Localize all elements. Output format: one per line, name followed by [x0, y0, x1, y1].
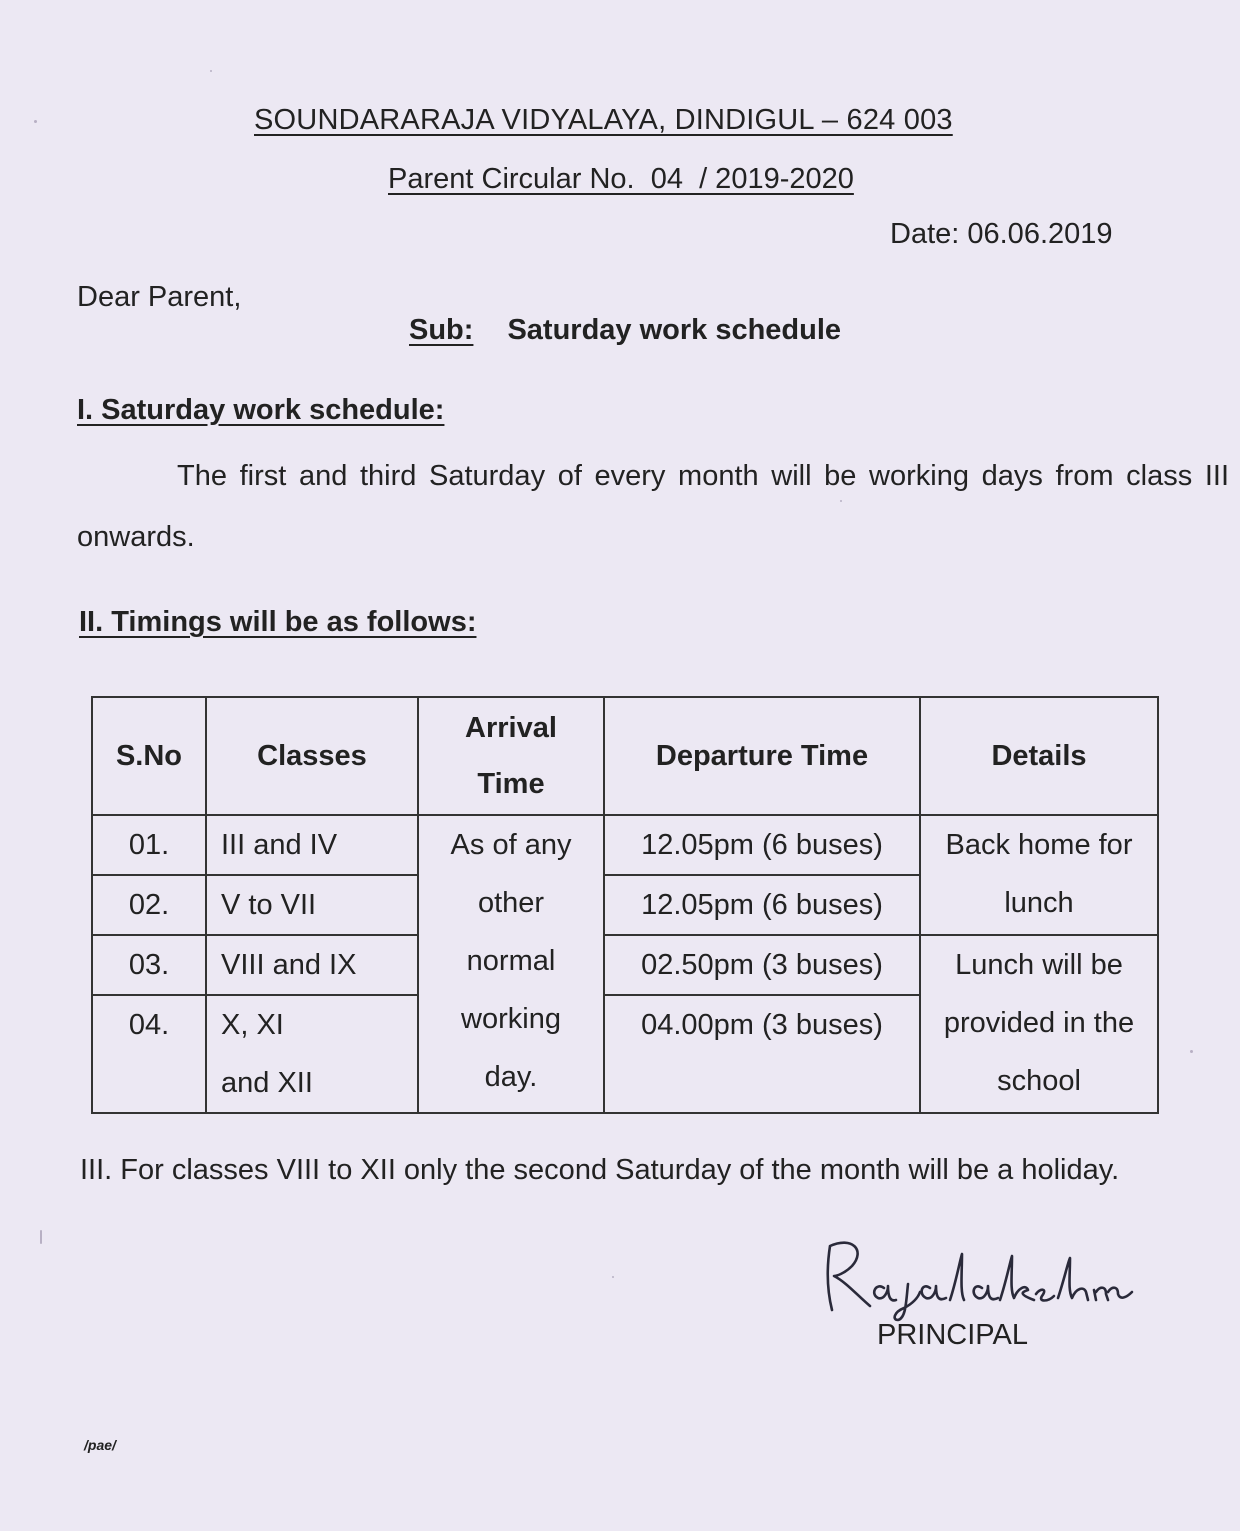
details-line: lunch	[1004, 887, 1074, 919]
header-arrival	[418, 697, 604, 815]
section2-heading: II. Timings will be as follows:	[79, 606, 477, 638]
row-classes: V to VII	[206, 875, 418, 935]
circular-date: Date: 06.06.2019	[890, 218, 1113, 250]
salutation: Dear Parent,	[77, 281, 242, 313]
row-classes: VIII and IX	[206, 935, 418, 995]
row-sno: 04.	[92, 995, 206, 1113]
table-header-row	[92, 697, 1158, 815]
scan-speck	[612, 1276, 614, 1278]
arrival-time-cell	[418, 815, 604, 1113]
subject-label: Sub:	[409, 314, 474, 346]
row-classes: III and IV	[206, 815, 418, 875]
scan-speck	[40, 1230, 42, 1244]
scan-speck	[1190, 1050, 1193, 1053]
table-row	[92, 935, 1158, 995]
section3-note: III. For classes VIII to XII only the second Saturday of the month will be a holiday.	[80, 1154, 1120, 1186]
details-line: provided in the	[943, 1007, 1135, 1039]
details-line: Back home for	[945, 829, 1133, 861]
table-row	[92, 815, 1158, 875]
subject-line	[409, 314, 841, 347]
details-cell-group1	[920, 815, 1158, 935]
row-departure: 02.50pm (3 buses)	[604, 935, 920, 995]
school-name: SOUNDARARAJA VIDYALAYA, DINDIGUL – 624 003	[254, 104, 953, 136]
header-arrival-line2: Time	[477, 768, 545, 800]
subject-text: Saturday work schedule	[507, 314, 842, 346]
details-line: school	[997, 1065, 1081, 1097]
header-sno: S.No	[92, 697, 206, 815]
row-sno: 03.	[92, 935, 206, 995]
row-departure: 12.05pm (6 buses)	[604, 815, 920, 875]
scan-speck	[210, 70, 212, 72]
header-arrival-line1: Arrival	[465, 712, 557, 744]
row-classes-line1: X, XI	[221, 1009, 284, 1041]
circular-number: Parent Circular No. 04 / 2019-2020	[388, 163, 854, 195]
arrival-line: normal	[466, 945, 556, 977]
header-details: Details	[920, 697, 1158, 815]
arrival-line: other	[477, 887, 545, 919]
arrival-line: day.	[484, 1061, 538, 1093]
scan-speck	[34, 120, 37, 123]
principal-title: PRINCIPAL	[877, 1319, 1028, 1351]
details-line: Lunch will be	[955, 949, 1123, 981]
arrival-line: As of any	[450, 829, 572, 861]
row-departure: 04.00pm (3 buses)	[604, 995, 920, 1113]
row-sno: 01.	[92, 815, 206, 875]
reference-initials: /pae/	[84, 1437, 116, 1453]
principal-signature	[822, 1232, 1142, 1322]
section1-body: The first and third Saturday of every month will be working days from class III onwards.	[77, 460, 1229, 553]
row-sno: 02.	[92, 875, 206, 935]
header-departure: Departure Time	[604, 697, 920, 815]
arrival-line: working	[461, 1003, 561, 1035]
row-classes-line2: and XII	[221, 1067, 313, 1099]
header-classes: Classes	[206, 697, 418, 815]
section1-heading: I. Saturday work schedule:	[77, 394, 445, 426]
details-cell-group2	[920, 935, 1158, 1113]
timings-table	[91, 696, 1159, 1114]
row-classes	[206, 995, 418, 1113]
row-departure: 12.05pm (6 buses)	[604, 875, 920, 935]
